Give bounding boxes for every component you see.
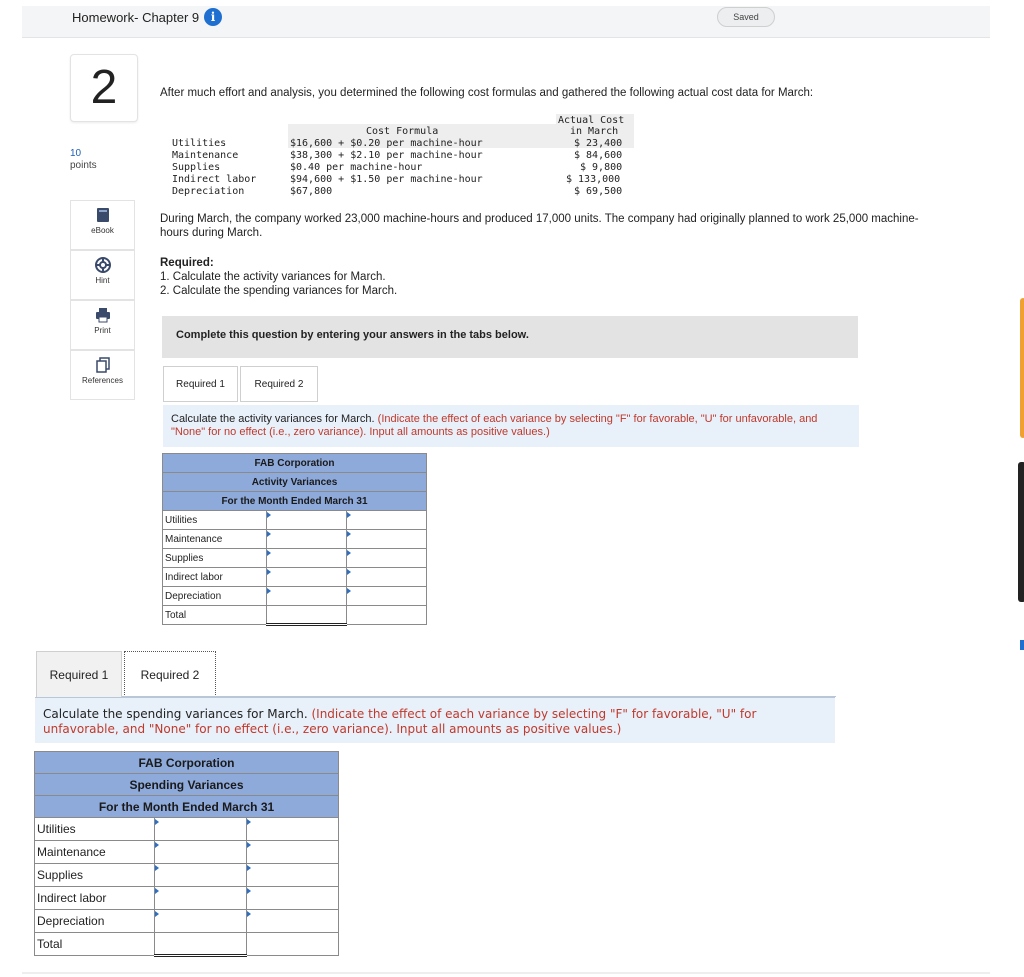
points-info [70,148,97,172]
required-item-2: 2. Calculate the spending variances for March. [160,285,398,297]
effect-select[interactable] [347,530,427,549]
cost-item: Indirect labor [172,174,257,185]
points-label: points [70,160,97,171]
info-icon[interactable]: i [204,8,222,26]
table-row [35,864,339,887]
row-label: Utilities [35,818,155,841]
tab-required-2[interactable]: Required 2 [240,366,318,402]
points-value: 10 [70,148,82,159]
lifebuoy-icon [95,257,111,273]
required-heading: Required: [160,257,214,269]
row-label: Depreciation [163,587,267,606]
bottom-divider [22,972,990,974]
spending-instruction-note: (Indicate the effect of each variance by selecting "F" for favorable, "U" for unfavorable, and "None" for no effect (i.e., zero variance). Input all amounts as positive values.) [43,707,757,736]
actual-header-line1: Actual Cost [558,115,625,126]
spending-instructions [35,697,835,743]
amount-input[interactable] [155,864,247,887]
activity-table-title: Activity Variances [163,473,427,492]
activity-period: For the Month Ended March 31 [163,492,427,511]
amount-input[interactable] [267,568,347,587]
ebook-button[interactable] [70,200,135,250]
row-label: Utilities [163,511,267,530]
tab-required-1[interactable]: Required 1 [163,366,238,402]
table-row [35,887,339,910]
effect-select[interactable] [247,887,339,910]
cost-item: Supplies [172,162,221,173]
effect-select[interactable] [247,864,339,887]
spending-variances-table [34,751,339,957]
table-row [35,910,339,933]
row-label: Depreciation [35,910,155,933]
activity-instruction-main: Calculate the activity variances for March. [171,413,375,425]
total-effect-select[interactable] [247,933,339,956]
cost-actual: $ 133,000 [566,174,621,185]
spending-period: For the Month Ended March 31 [35,796,339,818]
required-item-1: 1. Calculate the activity variances for March. [160,271,386,283]
effect-select[interactable] [347,587,427,606]
top-bar [22,6,990,38]
scroll-tab-dark[interactable] [1018,462,1024,602]
amount-input[interactable] [155,910,247,933]
amount-input[interactable] [267,530,347,549]
cost-formula: $38,300 + $2.10 per machine-hour [290,150,483,161]
table-row [163,568,427,587]
scroll-tab-blue [1020,640,1024,650]
cost-formula: $16,600 + $0.20 per machine-hour [290,138,483,149]
printer-icon [95,307,111,323]
effect-select[interactable] [347,549,427,568]
cost-formula: $0.40 per machine-hour [290,162,423,173]
question-number: 2 [70,54,138,122]
scroll-tab-orange[interactable] [1020,298,1024,438]
cost-formula: $67,800 [290,186,333,197]
amount-input[interactable] [267,549,347,568]
hint-button[interactable] [70,250,135,300]
amount-input[interactable] [267,511,347,530]
effect-select[interactable] [247,841,339,864]
spending-instruction-main: Calculate the spending variances for March. [43,707,308,721]
row-label: Indirect labor [163,568,267,587]
formula-header: Cost Formula [366,126,439,137]
assignment-title: Homework- Chapter 9 [72,10,200,25]
row-label: Supplies [163,549,267,568]
hint-label: Hint [95,276,110,285]
table-row [163,587,427,606]
instructions-banner: Complete this question by entering your answers in the tabs below. [162,316,858,358]
total-amount-input[interactable] [267,606,347,625]
cost-actual: $ 69,500 [574,186,623,197]
table-row [163,530,427,549]
cost-item: Utilities [172,138,227,149]
saved-status-button[interactable]: Saved [717,7,775,27]
row-label: Total [35,933,155,956]
cost-item: Maintenance [172,150,239,161]
activity-variances-table [162,453,427,626]
cost-actual: $ 9,800 [580,162,623,173]
book-icon [95,207,111,223]
table-row [163,511,427,530]
table-row-total [163,606,427,625]
amount-input[interactable] [155,818,247,841]
tab-required-2-bottom[interactable]: Required 2 [124,651,216,697]
tab-required-1-bottom[interactable]: Required 1 [36,651,122,697]
required-section [160,256,397,298]
print-button[interactable] [70,300,135,350]
row-label: Total [163,606,267,625]
spending-table-title: Spending Variances [35,774,339,796]
activity-company: FAB Corporation [163,454,427,473]
row-label: Maintenance [35,841,155,864]
effect-select[interactable] [347,568,427,587]
row-label: Maintenance [163,530,267,549]
total-amount-input[interactable] [155,933,247,956]
cost-actual: $ 23,400 [574,138,623,149]
cost-item: Depreciation [172,186,245,197]
effect-select[interactable] [247,818,339,841]
cost-actual: $ 84,600 [574,150,623,161]
total-effect-select[interactable] [347,606,427,625]
question-intro: After much effort and analysis, you determined the following cost formulas and gathered the following actual cost data for March: [160,87,814,99]
effect-select[interactable] [347,511,427,530]
amount-input[interactable] [155,841,247,864]
document-copy-icon [95,357,111,373]
table-row [163,549,427,568]
row-label: Indirect labor [35,887,155,910]
ebook-label: eBook [91,226,114,235]
question-paragraph: During March, the company worked 23,000 machine-hours and produced 17,000 units. The company had originally planned to work 25,000 machine-hours during March. [160,213,919,239]
spending-company: FAB Corporation [35,752,339,774]
amount-input[interactable] [267,587,347,606]
activity-instructions [163,405,859,447]
references-label: References [82,376,123,385]
print-label: Print [94,326,111,335]
activity-instruction-note: (Indicate the effect of each variance by selecting "F" for favorable, "U" for unfavorable, and "None" for no effect (i.e., zero variance). Input all amounts as positive values.) [171,413,818,438]
amount-input[interactable] [155,887,247,910]
table-row [35,841,339,864]
table-row-total [35,933,339,956]
effect-select[interactable] [247,910,339,933]
cost-formula: $94,600 + $1.50 per machine-hour [290,174,483,185]
table-row [35,818,339,841]
references-button[interactable] [70,350,135,400]
row-label: Supplies [35,864,155,887]
actual-header-line2: in March [570,126,619,137]
